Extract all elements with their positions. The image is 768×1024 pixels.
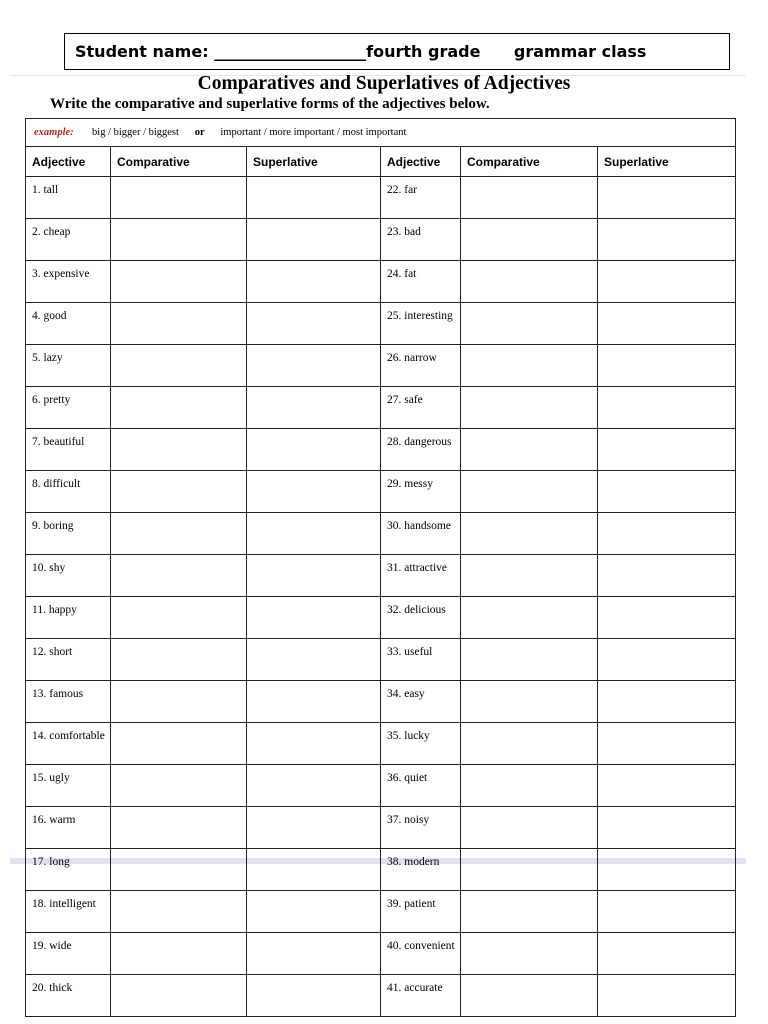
table-row	[26, 513, 736, 555]
superlative-answer-cell[interactable]	[598, 429, 736, 471]
superlative-answer-cell[interactable]	[247, 639, 381, 681]
superlative-answer-cell[interactable]	[247, 975, 381, 1017]
worksheet-instruction: Write the comparative and superlative forms of the adjectives below.	[50, 96, 490, 112]
adjective-cell: 34. easy	[381, 681, 461, 723]
adjective-cell: 18. intelligent	[26, 891, 111, 933]
superlative-answer-cell[interactable]	[247, 261, 381, 303]
comparative-answer-cell[interactable]	[461, 681, 598, 723]
comparative-answer-cell[interactable]	[111, 807, 247, 849]
comparative-answer-cell[interactable]	[461, 597, 598, 639]
comparative-answer-cell[interactable]	[461, 387, 598, 429]
comparative-answer-cell[interactable]	[461, 429, 598, 471]
adjective-cell: 11. happy	[26, 597, 111, 639]
comparative-answer-cell[interactable]	[111, 303, 247, 345]
comparative-answer-cell[interactable]	[111, 597, 247, 639]
superlative-answer-cell[interactable]	[598, 261, 736, 303]
adjective-cell: 32. delicious	[381, 597, 461, 639]
superlative-answer-cell[interactable]	[247, 723, 381, 765]
adjective-cell: 22. far	[381, 177, 461, 219]
superlative-answer-cell[interactable]	[598, 681, 736, 723]
table-row	[26, 345, 736, 387]
comparative-answer-cell[interactable]	[111, 429, 247, 471]
superlative-answer-cell[interactable]	[598, 933, 736, 975]
comparative-answer-cell[interactable]	[111, 975, 247, 1017]
superlative-answer-cell[interactable]	[598, 975, 736, 1017]
table-row	[26, 303, 736, 345]
column-header-adjective: Adjective	[381, 147, 461, 177]
comparative-answer-cell[interactable]	[111, 639, 247, 681]
comparative-answer-cell[interactable]	[461, 765, 598, 807]
adjective-cell: 36. quiet	[381, 765, 461, 807]
adjective-cell: 16. warm	[26, 807, 111, 849]
comparative-answer-cell[interactable]	[111, 555, 247, 597]
superlative-answer-cell[interactable]	[598, 765, 736, 807]
table-row	[26, 639, 736, 681]
superlative-answer-cell[interactable]	[598, 555, 736, 597]
table-row	[26, 723, 736, 765]
adjective-cell: 26. narrow	[381, 345, 461, 387]
superlative-answer-cell[interactable]	[247, 807, 381, 849]
adjective-cell: 2. cheap	[26, 219, 111, 261]
comparative-answer-cell[interactable]	[461, 849, 598, 891]
superlative-answer-cell[interactable]	[598, 471, 736, 513]
superlative-answer-cell[interactable]	[247, 303, 381, 345]
example-connector: or	[194, 127, 205, 138]
adjective-cell: 39. patient	[381, 891, 461, 933]
adjective-cell: 1. tall	[26, 177, 111, 219]
comparative-answer-cell[interactable]	[111, 471, 247, 513]
column-header-comparative: Comparative	[111, 147, 247, 177]
superlative-answer-cell[interactable]	[247, 891, 381, 933]
superlative-answer-cell[interactable]	[247, 681, 381, 723]
column-header-superlative: Superlative	[247, 147, 381, 177]
adjective-cell: 12. short	[26, 639, 111, 681]
table-row	[26, 765, 736, 807]
comparative-answer-cell[interactable]	[111, 177, 247, 219]
adjective-cell: 17. long	[26, 849, 111, 891]
table-row	[26, 975, 736, 1017]
superlative-answer-cell[interactable]	[247, 219, 381, 261]
table-row	[26, 555, 736, 597]
example-row	[26, 119, 736, 147]
student-name-line: Student name: ___________________fourth grade grammar class	[75, 42, 647, 61]
superlative-answer-cell[interactable]	[598, 345, 736, 387]
adjective-cell: 30. handsome	[381, 513, 461, 555]
comparative-answer-cell[interactable]	[461, 723, 598, 765]
adjective-cell: 15. ugly	[26, 765, 111, 807]
adjective-cell: 41. accurate	[381, 975, 461, 1017]
table-row	[26, 387, 736, 429]
adjective-cell: 6. pretty	[26, 387, 111, 429]
comparative-answer-cell[interactable]	[461, 177, 598, 219]
adjective-cell: 28. dangerous	[381, 429, 461, 471]
comparative-answer-cell[interactable]	[461, 261, 598, 303]
superlative-answer-cell[interactable]	[598, 639, 736, 681]
superlative-answer-cell[interactable]	[598, 387, 736, 429]
superlative-answer-cell[interactable]	[247, 765, 381, 807]
comparative-answer-cell[interactable]	[111, 723, 247, 765]
adjective-cell: 8. difficult	[26, 471, 111, 513]
table-row	[26, 261, 736, 303]
adjective-cell: 20. thick	[26, 975, 111, 1017]
comparative-answer-cell[interactable]	[461, 807, 598, 849]
superlative-answer-cell[interactable]	[247, 849, 381, 891]
superlative-answer-cell[interactable]	[247, 513, 381, 555]
adjective-cell: 35. lucky	[381, 723, 461, 765]
comparative-answer-cell[interactable]	[111, 345, 247, 387]
comparative-answer-cell[interactable]	[461, 891, 598, 933]
superlative-answer-cell[interactable]	[598, 723, 736, 765]
table-row	[26, 807, 736, 849]
superlative-answer-cell[interactable]	[247, 933, 381, 975]
comparative-answer-cell[interactable]	[461, 513, 598, 555]
comparative-answer-cell[interactable]	[111, 849, 247, 891]
adjective-cell: 24. fat	[381, 261, 461, 303]
comparative-answer-cell[interactable]	[111, 681, 247, 723]
adjective-cell: 29. messy	[381, 471, 461, 513]
column-header-superlative: Superlative	[598, 147, 736, 177]
comparative-answer-cell[interactable]	[461, 471, 598, 513]
adjective-cell: 7. beautiful	[26, 429, 111, 471]
comparative-answer-cell[interactable]	[461, 555, 598, 597]
superlative-answer-cell[interactable]	[598, 303, 736, 345]
superlative-answer-cell[interactable]	[247, 387, 381, 429]
worksheet-title: Comparatives and Superlatives of Adjectives	[197, 73, 571, 94]
superlative-answer-cell[interactable]	[598, 177, 736, 219]
table-row	[26, 597, 736, 639]
adjective-cell: 23. bad	[381, 219, 461, 261]
superlative-answer-cell[interactable]	[598, 513, 736, 555]
superlative-answer-cell[interactable]	[598, 219, 736, 261]
example-1: big / bigger / biggest	[92, 127, 179, 138]
table-header-row	[26, 147, 736, 177]
superlative-answer-cell[interactable]	[247, 555, 381, 597]
comparative-answer-cell[interactable]	[461, 639, 598, 681]
superlative-answer-cell[interactable]	[247, 471, 381, 513]
comparative-answer-cell[interactable]	[461, 933, 598, 975]
adjective-cell: 33. useful	[381, 639, 461, 681]
table-row	[26, 849, 736, 891]
adjective-cell: 19. wide	[26, 933, 111, 975]
comparative-answer-cell[interactable]	[111, 933, 247, 975]
comparative-answer-cell[interactable]	[111, 765, 247, 807]
adjective-cell: 13. famous	[26, 681, 111, 723]
comparative-answer-cell[interactable]	[461, 345, 598, 387]
adjective-cell: 9. boring	[26, 513, 111, 555]
example-2: important / more important / most important	[220, 127, 407, 138]
superlative-answer-cell[interactable]	[247, 345, 381, 387]
superlative-answer-cell[interactable]	[598, 891, 736, 933]
student-info-box	[64, 33, 730, 70]
superlative-answer-cell[interactable]	[598, 597, 736, 639]
table-row	[26, 471, 736, 513]
comparative-answer-cell[interactable]	[461, 219, 598, 261]
adjective-cell: 27. safe	[381, 387, 461, 429]
column-header-adjective: Adjective	[26, 147, 111, 177]
comparative-answer-cell[interactable]	[111, 219, 247, 261]
example-label: example:	[34, 127, 74, 138]
adjective-cell: 14. comfortable	[26, 723, 111, 765]
superlative-answer-cell[interactable]	[247, 597, 381, 639]
adjective-cell: 31. attractive	[381, 555, 461, 597]
comparative-answer-cell[interactable]	[111, 513, 247, 555]
superlative-answer-cell[interactable]	[598, 807, 736, 849]
adjectives-table	[25, 118, 736, 1017]
superlative-answer-cell[interactable]	[247, 177, 381, 219]
adjective-cell: 10. shy	[26, 555, 111, 597]
comparative-answer-cell[interactable]	[461, 303, 598, 345]
comparative-answer-cell[interactable]	[461, 975, 598, 1017]
column-header-comparative: Comparative	[461, 147, 598, 177]
adjective-cell: 40. convenient	[381, 933, 461, 975]
adjective-cell: 38. modern	[381, 849, 461, 891]
table-row	[26, 891, 736, 933]
table-row	[26, 177, 736, 219]
table-row	[26, 429, 736, 471]
adjective-cell: 5. lazy	[26, 345, 111, 387]
comparative-answer-cell[interactable]	[111, 261, 247, 303]
comparative-answer-cell[interactable]	[111, 387, 247, 429]
adjective-cell: 37. noisy	[381, 807, 461, 849]
table-row	[26, 933, 736, 975]
superlative-answer-cell[interactable]	[247, 429, 381, 471]
table-row	[26, 219, 736, 261]
adjective-cell: 3. expensive	[26, 261, 111, 303]
comparative-answer-cell[interactable]	[111, 891, 247, 933]
table-row	[26, 681, 736, 723]
adjective-cell: 4. good	[26, 303, 111, 345]
superlative-answer-cell[interactable]	[598, 849, 736, 891]
adjective-cell: 25. interesting	[381, 303, 461, 345]
